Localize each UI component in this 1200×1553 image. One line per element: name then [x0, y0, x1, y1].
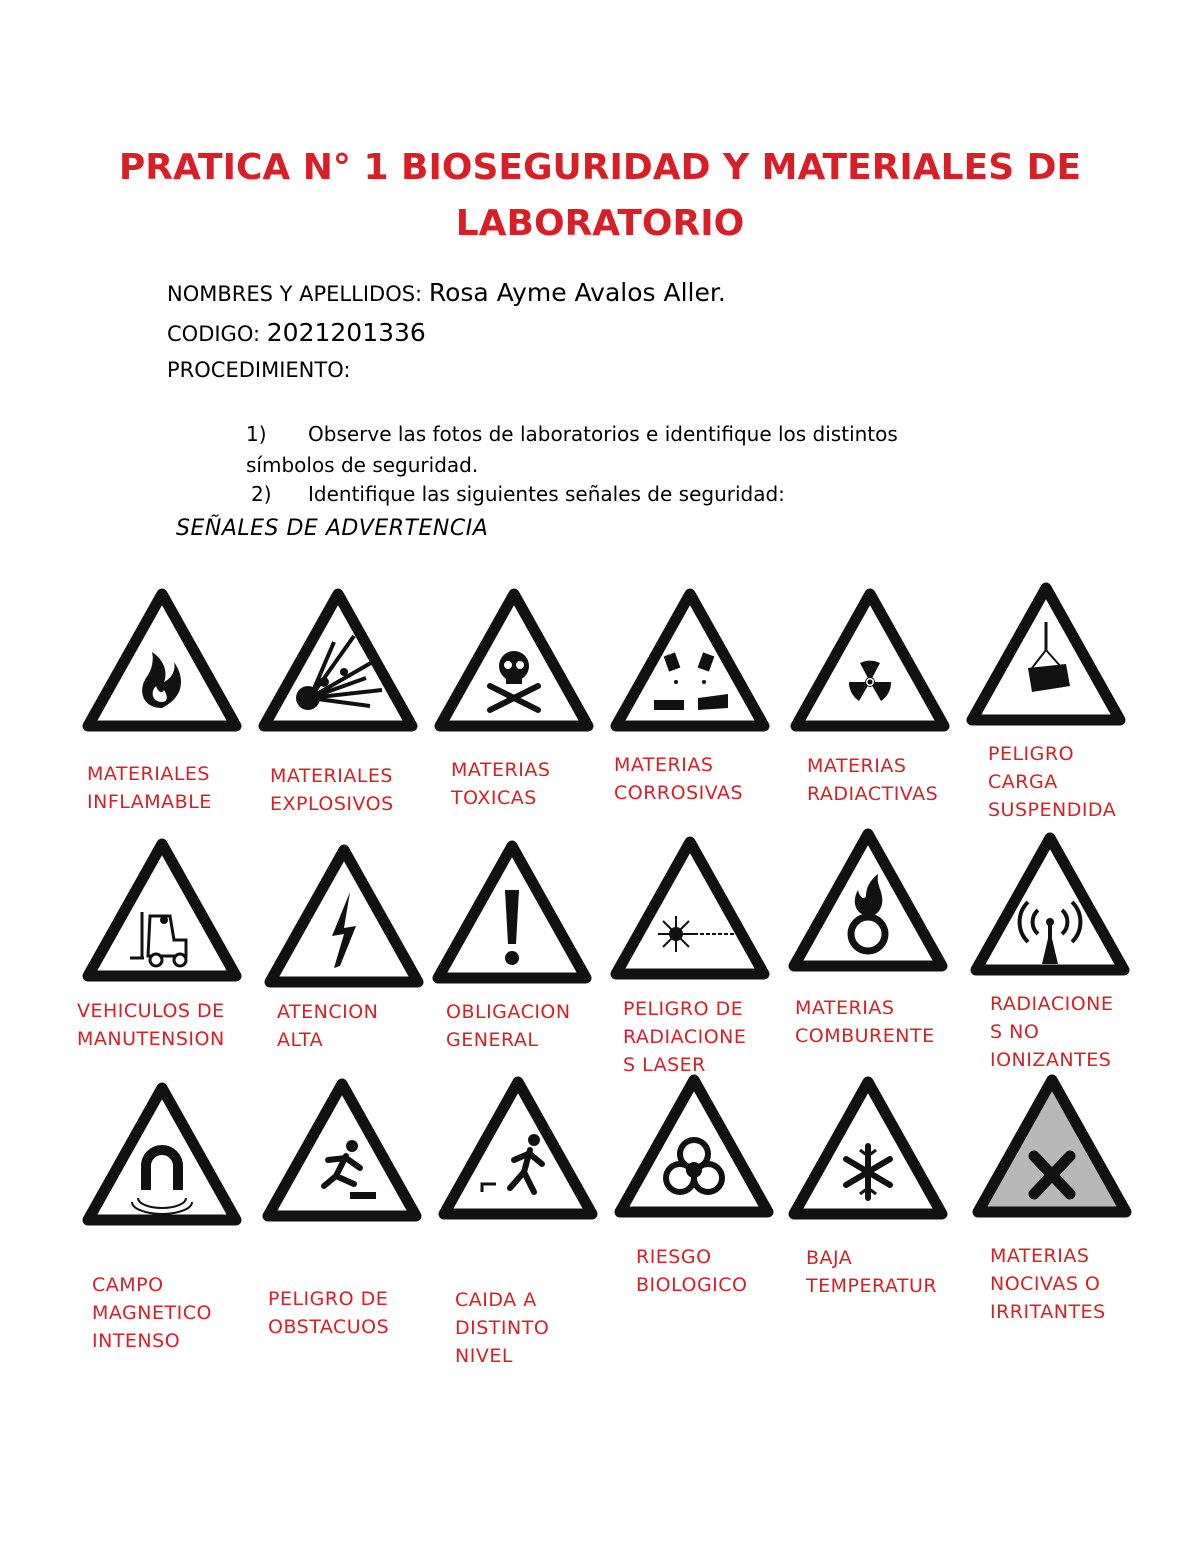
exclamation-icon	[432, 838, 592, 986]
magnet-icon	[82, 1080, 242, 1228]
sign-label: RIESGO BIOLOGICO	[636, 1246, 748, 1296]
name-field	[167, 278, 726, 307]
sign-label: MATERIAS NOCIVAS O IRRITANTES	[990, 1245, 1106, 1323]
sign-label: CAIDA A DISTINTO NIVEL	[455, 1289, 550, 1367]
sign-corrosive	[610, 586, 770, 734]
harmful-x-icon	[972, 1072, 1132, 1220]
name-label: NOMBRES Y APELLIDOS:	[167, 282, 423, 306]
sign-radioactive	[790, 586, 950, 734]
sign-label: MATERIAS COMBURENTE	[795, 997, 935, 1047]
step-number: 2)	[251, 482, 272, 506]
sign-non-ionizing	[970, 830, 1130, 978]
oxidizer-icon	[788, 826, 948, 974]
corrosion-icon	[610, 586, 770, 734]
explosion-icon	[258, 586, 418, 734]
sign-obstacles	[262, 1076, 422, 1224]
sign-high-voltage	[264, 842, 424, 990]
fall-hazard-icon	[438, 1074, 598, 1222]
sign-label: PELIGRO DE RADIACIONE S LASER	[623, 998, 747, 1076]
step-1	[246, 419, 898, 481]
code-label: CODIGO:	[167, 322, 261, 346]
sign-biohazard	[614, 1072, 774, 1220]
sign-label: MATERIAS CORROSIVAS	[614, 754, 744, 804]
lightning-icon	[264, 842, 424, 990]
name-value: Rosa Ayme Avalos Aller.	[428, 278, 726, 307]
sign-label: BAJA TEMPERATUR	[806, 1247, 938, 1297]
step-number: 1)	[246, 422, 267, 446]
sign-magnetic-field	[82, 1080, 242, 1228]
sign-general-warning	[432, 838, 592, 986]
sign-label: VEHICULOS DE MANUTENSION	[77, 1000, 225, 1050]
sign-label: MATERIALES EXPLOSIVOS	[270, 765, 394, 815]
suspended-load-icon	[966, 580, 1126, 728]
sign-label: RADIACIONE S NO IONIZANTES	[990, 993, 1114, 1071]
snowflake-icon	[788, 1074, 948, 1222]
non-ionizing-radiation-icon	[970, 830, 1130, 978]
step-2	[251, 482, 785, 506]
sign-laser	[610, 834, 770, 982]
sign-label: PELIGRO CARGA SUSPENDIDA	[988, 743, 1117, 821]
sign-toxic	[434, 586, 594, 734]
step-text: Identifique las siguientes señales de seguridad:	[308, 482, 785, 506]
sign-label: MATERIAS TOXICAS	[451, 759, 551, 809]
biohazard-icon	[614, 1072, 774, 1220]
sign-suspended-load	[966, 580, 1126, 728]
sign-label: PELIGRO DE OBSTACUOS	[268, 1288, 390, 1338]
procedure-label: PROCEDIMIENTO:	[167, 358, 351, 382]
skull-crossbones-icon	[434, 586, 594, 734]
code-value: 2021201336	[266, 318, 426, 347]
forklift-icon	[82, 836, 242, 984]
sign-label: MATERIALES INFLAMABLE	[87, 763, 212, 813]
sign-fall	[438, 1074, 598, 1222]
sign-harmful	[972, 1072, 1132, 1220]
sign-label: OBLIGACION GENERAL	[446, 1001, 571, 1051]
code-field	[167, 318, 426, 347]
radiation-icon	[790, 586, 950, 734]
sign-oxidizer	[788, 826, 948, 974]
flame-icon	[82, 586, 242, 734]
section-title: SEÑALES DE ADVERTENCIA	[176, 516, 489, 541]
sign-label: MATERIAS RADIACTIVAS	[807, 755, 939, 805]
sign-forklift	[82, 836, 242, 984]
step-text: Observe las fotos de laboratorios e identifique los distintos	[308, 422, 898, 446]
laser-icon	[610, 834, 770, 982]
page-title: PRATICA N° 1 BIOSEGURIDAD Y MATERIALES DE LABORATORIO	[118, 147, 1082, 244]
sign-label: ATENCION ALTA	[277, 1001, 379, 1051]
sign-low-temperature	[788, 1074, 948, 1222]
sign-label: CAMPO MAGNETICO INTENSO	[92, 1274, 212, 1352]
trip-hazard-icon	[262, 1076, 422, 1224]
sign-flammable	[82, 586, 242, 734]
step-text-continued: símbolos de seguridad.	[246, 453, 479, 477]
sign-explosive	[258, 586, 418, 734]
